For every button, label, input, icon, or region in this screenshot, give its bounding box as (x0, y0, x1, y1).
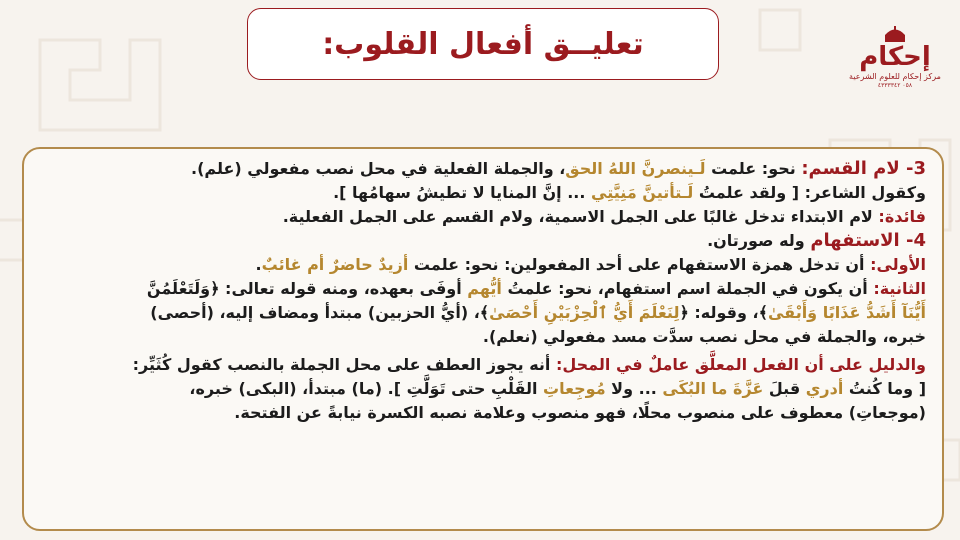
ihkam-logo (845, 26, 945, 96)
note-label: فائدة: (878, 207, 926, 226)
line-6 (36, 277, 926, 301)
line-5 (36, 253, 926, 277)
quran-highlight: أَيُّنَآ أَشَدُّ عَذَابًا وَأَبْقَىٰ (767, 303, 926, 322)
line-11 (36, 401, 926, 425)
text: [ وما كُنتُ (843, 379, 926, 398)
line-1 (36, 157, 926, 181)
text: أوفَى بعهده، ومنه قوله تعالى: ﴿وَلَتَعْلَمُنَّ (146, 279, 468, 298)
text: نحو: علمت (705, 159, 802, 178)
section-3-heading: 3- لام القسم: (801, 158, 926, 179)
text: (موجعاتِ) معطوف على منصوب محلًا، فهو منصوب وعلامة نصبه الكسرة نيابةً عن الفتحة. (234, 403, 926, 422)
mosque-dome-icon (883, 26, 907, 42)
logo-number: ٠٥٨ ٤٣٣٣٣٤٢ (877, 82, 913, 89)
content-text (36, 157, 926, 425)
example-highlight: مُوجِعاتِ (543, 379, 606, 398)
content-box (22, 147, 944, 531)
logo-wordmark: إحكام (859, 42, 931, 72)
text: وله صورتان. (707, 231, 811, 250)
text: وكقول الشاعر: [ ولقد علمتُ (693, 183, 926, 202)
slide-title-box (247, 8, 719, 80)
text: أن يكون في الجملة اسم استفهام، نحو: علمتُ (501, 279, 874, 298)
text: ، والجملة الفعلية في محل نصب مفعولي (علم). (191, 159, 566, 178)
text: ... إنَّ المنايا لا تطيشُ سهامُها ]. (333, 183, 592, 202)
text: خبره، والجملة في محل نصب سدَّت مسد مفعولي (نعلم). (482, 327, 926, 346)
text: . (255, 255, 262, 274)
text: قبلَ (763, 379, 806, 398)
evidence-label: والدليل على أن الفعل المعلَّق عاملٌ في المحل: (555, 355, 926, 374)
slide-title: تعليــق أفعال القلوب: (322, 26, 644, 62)
example-highlight: أيُّهم (467, 279, 502, 298)
logo-subtitle: مركز إحكام للعلوم الشرعية (849, 72, 941, 81)
example-highlight: أدري (805, 379, 844, 398)
line-8 (36, 325, 926, 349)
text: ﴾، وقوله: ﴿ (679, 303, 768, 322)
line-7 (36, 301, 926, 325)
first-form-label: الأولى: (870, 255, 926, 274)
text: لام الابتداء تدخل غالبًا على الجمل الاسمية، ولام القسم على الجمل الفعلية. (282, 207, 879, 226)
line-10 (36, 377, 926, 401)
second-form-label: الثانية: (873, 279, 926, 298)
quran-highlight: لِنَعْلَمَ أَيُّ ٱلْحِزْبَيْنِ أَحْصَىٰ (489, 303, 680, 322)
line-4 (36, 229, 926, 253)
example-highlight: عَزَّةَ ما البُكَى (662, 379, 764, 398)
line-2 (36, 181, 926, 205)
text: أن تدخل همزة الاستفهام على أحد المفعولين: نحو: علمت (408, 255, 871, 274)
text: ... ولا (605, 379, 663, 398)
text: ﴾، (أيُّ الحزبين) مبتدأ ومضاف إليه، (أحصى) (150, 303, 490, 322)
section-4-heading: 4- الاستفهام (810, 230, 926, 251)
example-highlight: أزيدٌ حاضرٌ أم غائبٌ (261, 255, 409, 274)
line-9 (36, 353, 926, 377)
example-highlight: لَـينصرنَّ اللهُ الحق (565, 159, 706, 178)
line-3 (36, 205, 926, 229)
example-highlight: لَـتأتينَّ مَنِيَّتِي (591, 183, 694, 202)
text: القَلْبِ حتى تَوَلَّتِ ]. (ما) مبتدأ، (البكى) خبره، (189, 379, 544, 398)
text: أنه يجوز العطف على محل الجملة بالنصب كقول كُثَيِّر: (132, 355, 556, 374)
